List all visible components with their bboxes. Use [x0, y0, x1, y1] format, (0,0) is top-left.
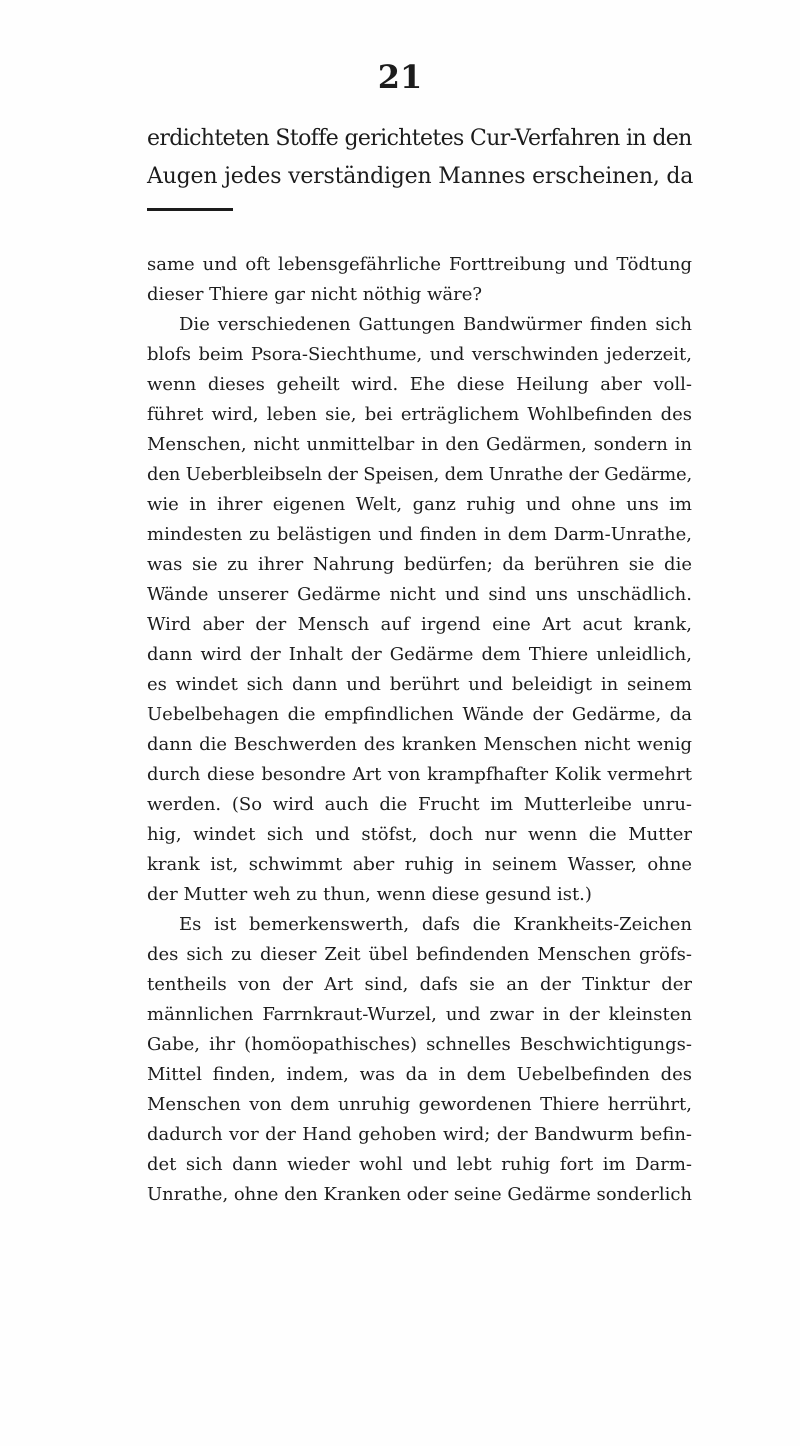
text-line: det sich dann wieder wohl und lebt ruhig fort im Darm- [147, 1154, 692, 1175]
text-line: Wände unserer Gedärme nicht und sind uns unschädlich. [147, 584, 692, 605]
text-line: es windet sich dann und berührt und beleidigt in seinem [147, 674, 692, 695]
text-line: dann wird der Inhalt der Gedärme dem Thiere unleidlich, [147, 644, 692, 665]
text-line: same und oft lebensgefährliche Forttreibung und Tödtung [147, 254, 692, 275]
text-line: den Ueberbleibseln der Speisen, dem Unrathe der Gedärme, [147, 464, 692, 485]
text-line: Es ist bemerkenswerth, dafs die Krankheits-Zeichen [179, 914, 692, 935]
text-line: Menschen von dem unruhig gewordenen Thiere herrührt, [147, 1094, 692, 1115]
body-text [147, 250, 692, 1210]
text-line: männlichen Farrnkraut-Wurzel, und zwar in der kleinsten [147, 1004, 692, 1025]
text-line: der Mutter weh zu thun, wenn diese gesund ist.) [147, 884, 592, 905]
preceding-paragraph-end [147, 120, 707, 196]
text-line: dadurch vor der Hand gehoben wird; der Bandwurm befin- [147, 1124, 692, 1145]
text-line: Wird aber der Mensch auf irgend eine Art acut krank, [147, 614, 692, 635]
text-line: wenn dieses geheilt wird. Ehe diese Heilung aber voll- [147, 374, 692, 395]
text-line: erdichteten Stoffe gerichtetes Cur-Verfahren in den [147, 126, 692, 151]
text-line: tentheils von der Art sind, dafs sie an der Tinktur der [147, 974, 692, 995]
text-line: blofs beim Psora-Siechthume, und verschwinden jederzeit, [147, 344, 692, 365]
page-number: 21 [377, 58, 423, 96]
text-line: was sie zu ihrer Nahrung bedürfen; da berühren sie die [147, 554, 692, 575]
text-line: dann die Beschwerden des kranken Menschen nicht wenig [147, 734, 692, 755]
text-line: Die verschiedenen Gattungen Bandwürmer finden sich [179, 314, 692, 335]
text-line: mindesten zu belästigen und finden in dem Darm-Unrathe, [147, 524, 692, 545]
text-line: krank ist, schwimmt aber ruhig in seinem Wasser, ohne [147, 854, 692, 875]
text-line: Augen jedes verständigen Mannes erscheinen, da [147, 164, 694, 189]
text-line: wie in ihrer eigenen Welt, ganz ruhig und ohne uns im [147, 494, 692, 515]
text-line: führet wird, leben sie, bei erträglichem Wohlbefinden des [147, 404, 692, 425]
text-line: Uebelbehagen die empfindlichen Wände der Gedärme, da [147, 704, 692, 725]
section-divider [147, 208, 233, 211]
text-line: des sich zu dieser Zeit übel befindenden Menschen gröfs- [147, 944, 692, 965]
text-line: Mittel finden, indem, was da in dem Uebelbefinden des [147, 1064, 692, 1085]
text-line: Unrathe, ohne den Kranken oder seine Gedärme sonderlich [147, 1184, 692, 1205]
text-line: durch diese besondre Art von krampfhafter Kolik vermehrt [147, 764, 692, 785]
text-line: dieser Thiere gar nicht nöthig wäre? [147, 284, 482, 305]
text-line: Gabe, ihr (homöopathisches) schnelles Beschwichtigungs- [147, 1034, 692, 1055]
text-line: hig, windet sich und stöfst, doch nur wenn die Mutter [147, 824, 692, 845]
text-line: Menschen, nicht unmittelbar in den Gedärmen, sondern in [147, 434, 692, 455]
text-line: werden. (So wird auch die Frucht im Mutterleibe unru- [147, 794, 692, 815]
